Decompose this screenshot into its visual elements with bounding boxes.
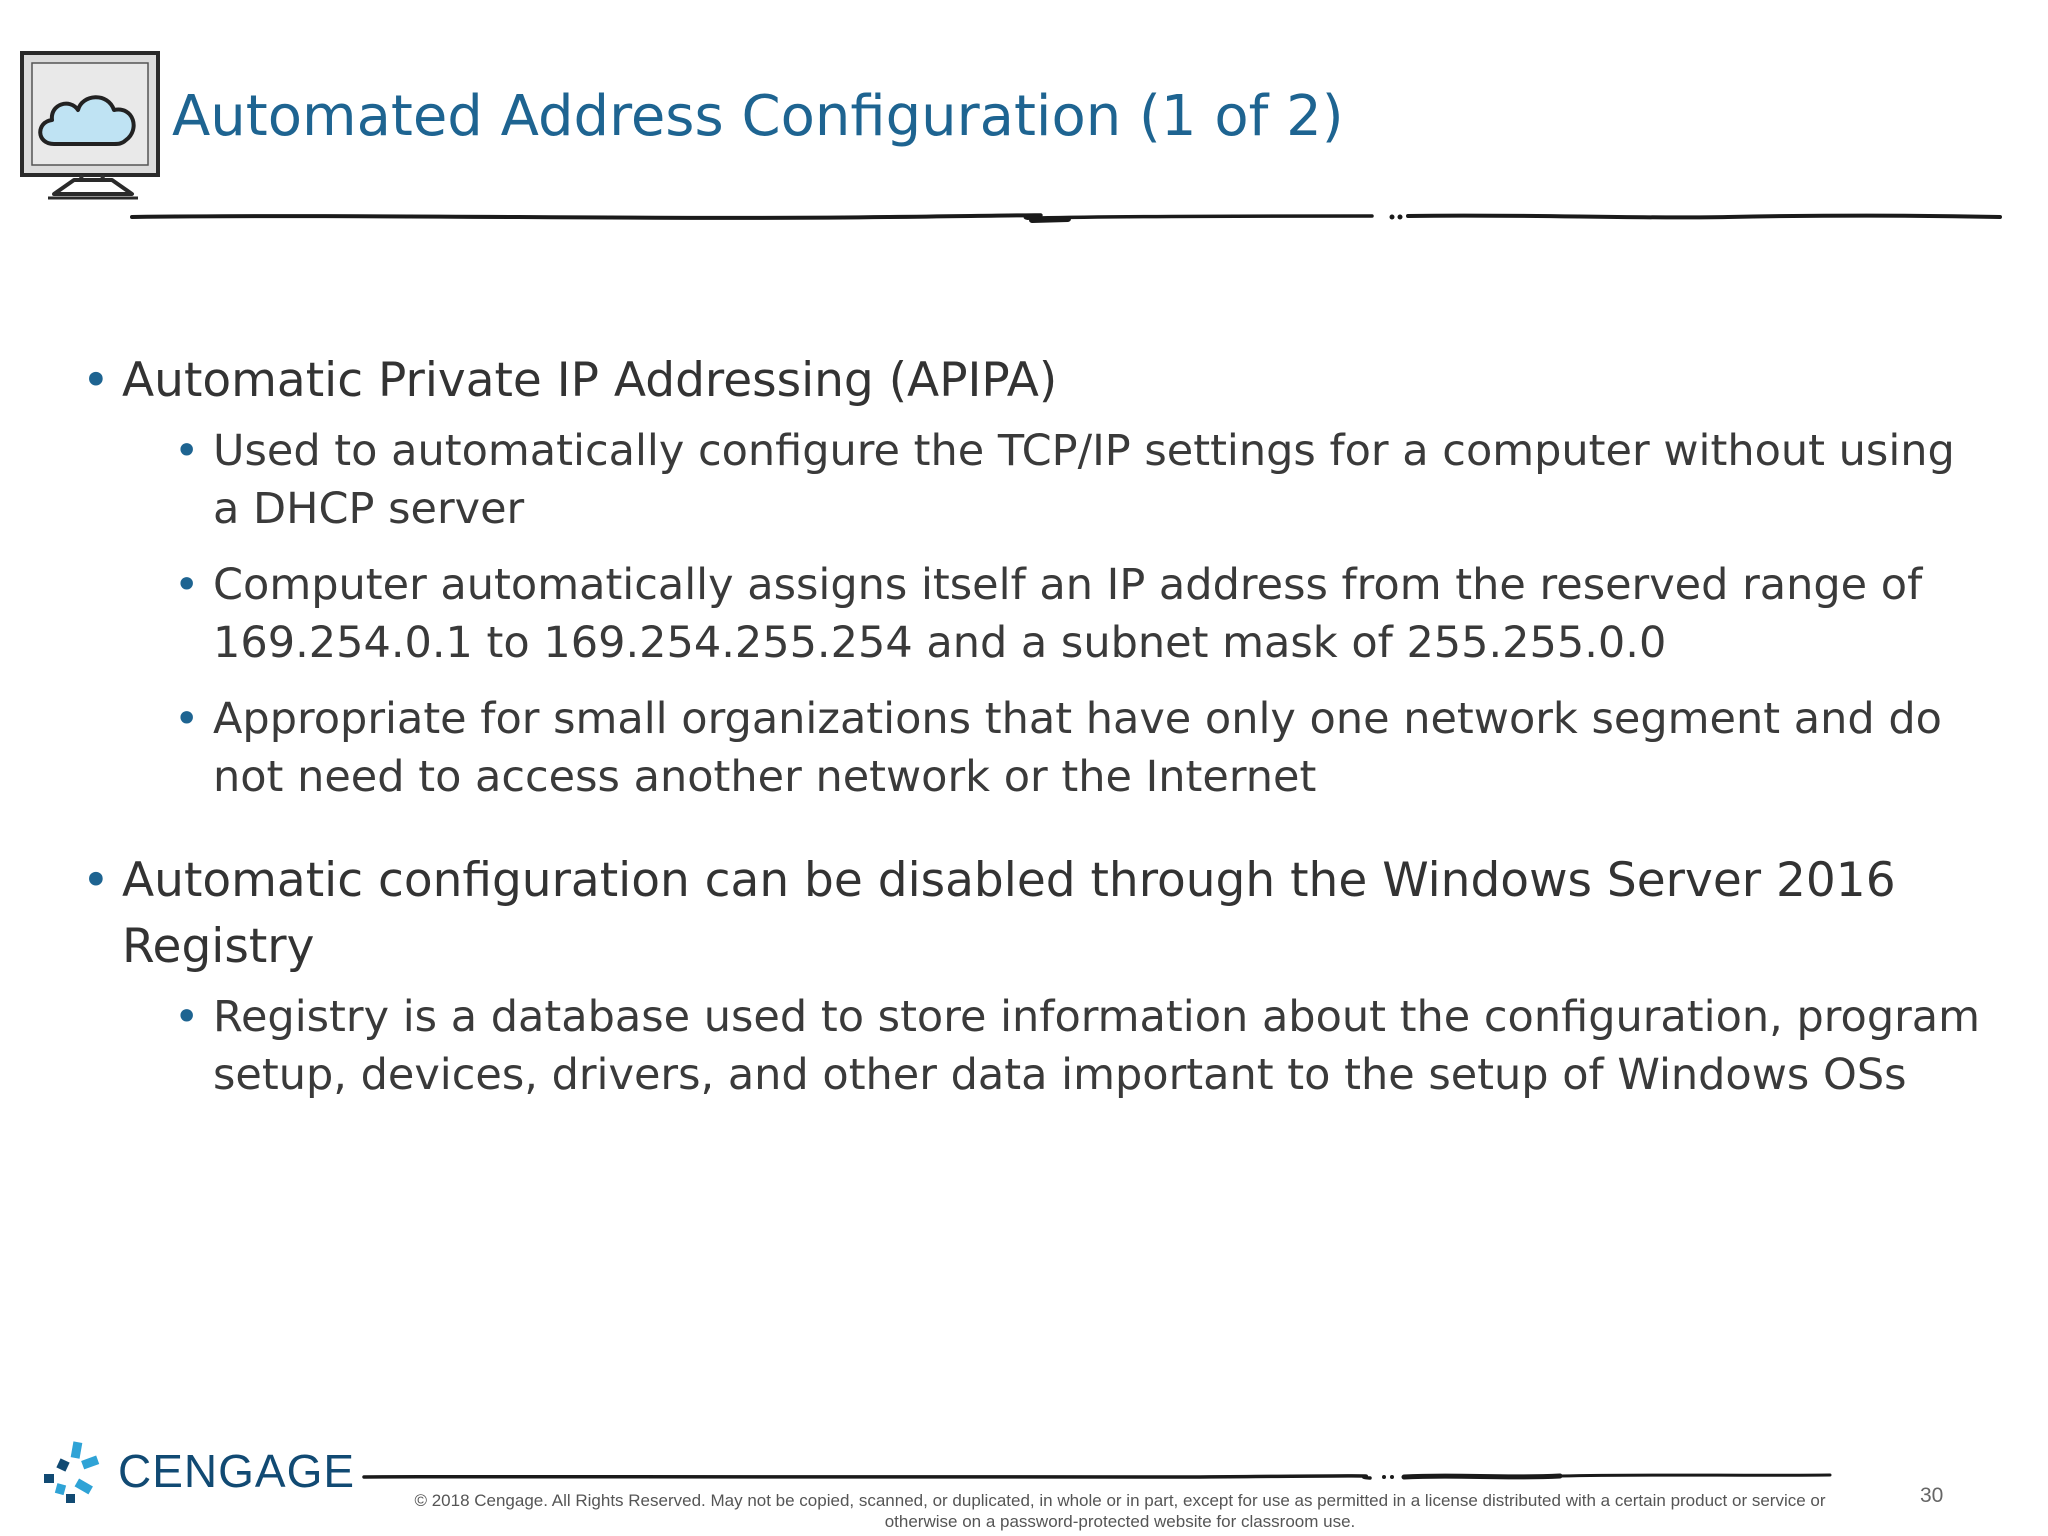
- cengage-logo-text: CENGAGE: [118, 1445, 356, 1497]
- sub-bullet-list: [122, 988, 1982, 1104]
- sub-bullet-text: Appropriate for small organizations that have only one network segment and do not need to access another network or the Internet: [213, 694, 1942, 802]
- bullet-marker: •: [174, 992, 200, 1042]
- cloud-monitor-icon: [18, 48, 166, 208]
- sub-bullet-text: Used to automatically configure the TCP/IP settings for a computer without using a DHCP server: [213, 426, 1955, 534]
- slide-title: Automated Address Configuration (1 of 2): [172, 84, 1344, 149]
- bullet-apipa: [82, 348, 1982, 806]
- sub-bullet-item: [122, 556, 1982, 672]
- title-underline: [128, 204, 2008, 230]
- bullet-marker: •: [174, 426, 200, 476]
- copyright-line: © 2018 Cengage. All Rights Reserved. May not be copied, scanned, or duplicated, in whole or in part, except for use as permitted in a license distributed with a certain product or service or: [414, 1491, 1826, 1510]
- sub-bullet-item: [122, 690, 1982, 806]
- copyright-notice: [400, 1490, 1840, 1532]
- sub-bullet-item: [122, 422, 1982, 538]
- page-number: 30: [1920, 1484, 1944, 1507]
- bullet-marker: •: [82, 853, 110, 908]
- bullet-text: Automatic configuration can be disabled through the Windows Server 2016 Registry: [122, 853, 1896, 974]
- copyright-line: otherwise on a password-protected website for classroom use.: [884, 1512, 1356, 1531]
- footer-divider: [360, 1466, 1840, 1488]
- sub-bullet-item: [122, 988, 1982, 1104]
- sub-bullet-text: Computer automatically assigns itself an IP address from the reserved range of 169.254.0.1 to 169.254.255.254 and a subnet mask of 255.255.0.0: [213, 560, 1923, 668]
- bullet-marker: •: [174, 560, 200, 610]
- sub-bullet-text: Registry is a database used to store information about the configuration, program setup, devices, drivers, and other data important to the setup of Windows OSs: [213, 992, 1981, 1100]
- sub-bullet-list: [122, 422, 1982, 806]
- cengage-logo-icon: [38, 1440, 108, 1510]
- bullet-list: [82, 348, 1982, 1104]
- cengage-logo: [38, 1440, 356, 1510]
- bullet-marker: •: [82, 353, 110, 408]
- bullet-registry: [82, 848, 1982, 1104]
- bullet-text: Automatic Private IP Addressing (APIPA): [122, 353, 1058, 408]
- bullet-marker: •: [174, 694, 200, 744]
